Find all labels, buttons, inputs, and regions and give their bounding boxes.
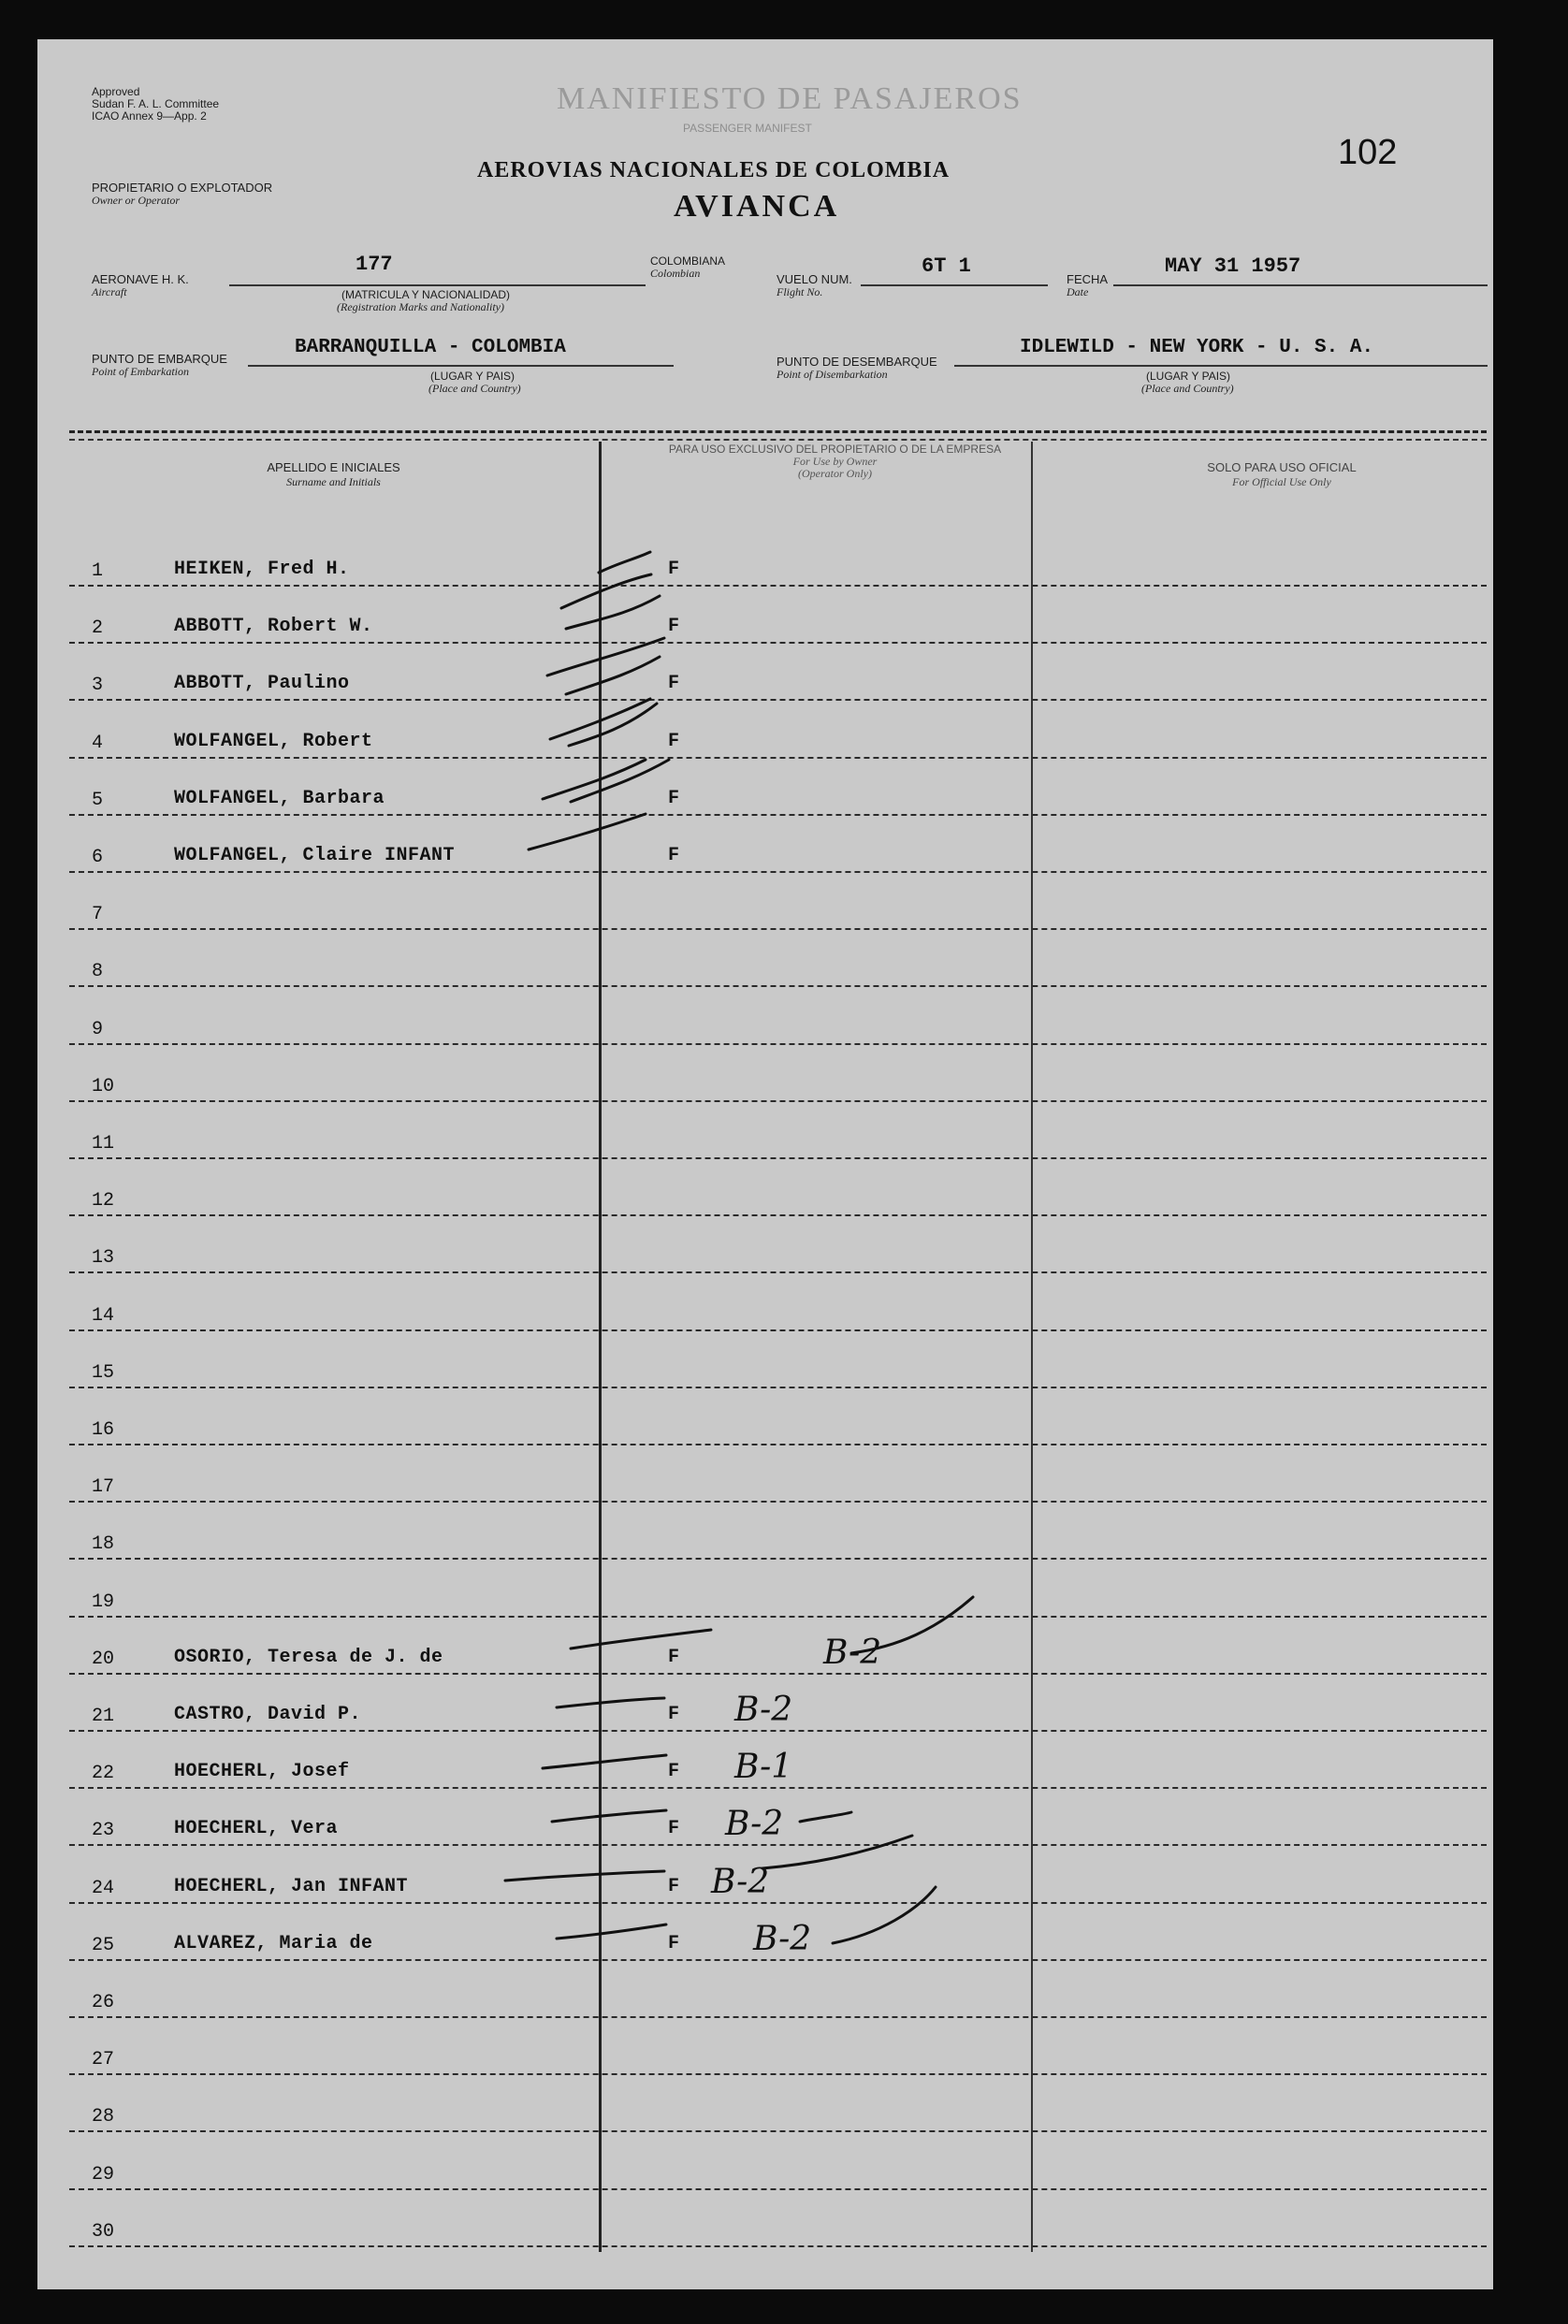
check-mark [557, 1698, 664, 1707]
owner-flag: F [668, 616, 680, 638]
check-mark [571, 1630, 711, 1649]
row-number: 6 [92, 847, 104, 868]
name-column-title: APELLIDO E INICIALES [267, 460, 400, 474]
embark-label-en: Point of Embarkation [92, 365, 189, 378]
passenger-name: CASTRO, David P. [174, 1704, 362, 1725]
row-number: 1 [92, 560, 104, 582]
manifest-page [37, 39, 1493, 2289]
row-number: 4 [92, 732, 104, 754]
row-number: 11 [92, 1133, 115, 1155]
row-number: 22 [92, 1763, 115, 1785]
official-column-title: SOLO PARA USO OFICIAL [1207, 460, 1357, 474]
nationality-label-en: Colombian [650, 267, 701, 280]
check-mark [800, 1812, 851, 1822]
row-number: 8 [92, 961, 104, 983]
passenger-name: ABBOTT, Robert W. [174, 616, 373, 638]
row-number: 5 [92, 789, 104, 811]
page-number: 102 [1338, 133, 1398, 172]
check-mark [547, 638, 664, 675]
manifest-title: MANIFIESTO DE PASAJEROS [557, 81, 1023, 116]
row-number: 12 [92, 1190, 115, 1213]
approval-line: Sudan F. A. L. Committee [92, 97, 220, 110]
row-number: 13 [92, 1247, 115, 1270]
visa-note: B-2 [753, 1919, 812, 1958]
row-number: 7 [92, 904, 104, 926]
flight-label: VUELO NUM. [777, 272, 852, 286]
owner-flag: F [668, 1875, 680, 1897]
check-mark [561, 574, 651, 608]
row-number: 3 [92, 675, 104, 697]
check-mark [571, 760, 669, 802]
owner-column-title: PARA USO EXCLUSIVO DEL PROPIETARIO O DE LA EMPRESA [668, 443, 1002, 456]
disembark-label: PUNTO DE DESEMBARQUE [777, 355, 937, 369]
passenger-name: WOLFANGEL, Claire INFANT [174, 845, 456, 866]
name-column-title-en: Surname and Initials [286, 475, 381, 488]
check-mark [543, 1755, 666, 1768]
date-label: FECHA [1067, 272, 1109, 286]
check-mark [566, 657, 660, 694]
disembark-sub-en: (Place and Country) [1141, 382, 1234, 395]
disembark-label-en: Point of Disembarkation [777, 368, 888, 381]
aircraft-value: 177 [356, 253, 393, 276]
passenger-name: HEIKEN, Fred H. [174, 559, 350, 580]
embark-sub: (LUGAR Y PAIS) [430, 370, 515, 383]
disembark-value: IDLEWILD - NEW YORK - U. S. A. [1020, 337, 1374, 358]
owner-flag: F [668, 730, 680, 752]
row-number: 25 [92, 1934, 115, 1956]
owner-column-title-en2: (Operator Only) [798, 467, 872, 480]
check-mark [529, 814, 646, 850]
aircraft-label: AERONAVE H. K. [92, 272, 189, 286]
row-number: 2 [92, 617, 104, 640]
check-marks [37, 39, 1493, 2289]
owner-flag: F [668, 1932, 680, 1954]
approval-line: Approved [92, 85, 140, 98]
passenger-name: WOLFANGEL, Robert [174, 730, 373, 752]
owner-column-title-en: For Use by Owner [792, 455, 878, 468]
row-number: 23 [92, 1820, 115, 1842]
passenger-name: WOLFANGEL, Barbara [174, 787, 385, 809]
manifest-title-en: PASSENGER MANIFEST [683, 122, 812, 135]
row-number: 21 [92, 1706, 115, 1727]
nationality-label: COLOMBIANA [650, 254, 726, 268]
owner-airline: AVIANCA [674, 189, 840, 224]
row-number: 26 [92, 1992, 115, 2013]
owner-name: AEROVIAS NACIONALES DE COLOMBIA [477, 158, 951, 182]
check-mark [552, 1810, 666, 1822]
passenger-name: HOECHERL, Josef [174, 1761, 350, 1783]
row-number: 24 [92, 1877, 115, 1899]
owner-flag: F [668, 673, 680, 695]
check-mark [851, 1597, 973, 1653]
row-number: 9 [92, 1018, 104, 1040]
visa-note: B-1 [734, 1748, 793, 1787]
owner-label-en: Owner or Operator [92, 194, 181, 207]
row-number: 30 [92, 2220, 115, 2243]
owner-flag: F [668, 787, 680, 809]
passenger-name: OSORIO, Teresa de J. de [174, 1646, 443, 1668]
owner-flag: F [668, 1704, 680, 1725]
embark-label: PUNTO DE EMBARQUE [92, 352, 227, 366]
row-number: 27 [92, 2049, 115, 2071]
passenger-name: ABBOTT, Paulino [174, 673, 350, 695]
owner-label: PROPIETARIO O EXPLOTADOR [92, 181, 273, 195]
row-number: 15 [92, 1361, 115, 1384]
passenger-name: HOECHERL, Jan INFANT [174, 1875, 409, 1897]
row-number: 14 [92, 1304, 115, 1327]
passenger-name: ALVAREZ, Maria de [174, 1932, 373, 1954]
row-number: 16 [92, 1419, 115, 1441]
owner-flag: F [668, 1761, 680, 1783]
visa-note: B-2 [725, 1805, 784, 1844]
row-number: 28 [92, 2106, 115, 2128]
date-label-en: Date [1067, 285, 1089, 298]
row-number: 10 [92, 1075, 115, 1097]
official-column-title-en: For Official Use Only [1232, 475, 1331, 488]
row-number: 17 [92, 1476, 115, 1499]
check-mark [569, 704, 657, 746]
embark-value: BARRANQUILLA - COLOMBIA [295, 337, 566, 358]
visa-note: B-2 [734, 1691, 793, 1729]
visa-note: B-2 [711, 1862, 770, 1901]
embark-sub-en: (Place and Country) [428, 382, 521, 395]
flight-value: 6T 1 [922, 254, 971, 278]
owner-flag: F [668, 1818, 680, 1840]
passenger-name: HOECHERL, Vera [174, 1818, 339, 1840]
check-mark [557, 1925, 666, 1939]
visa-note: B-2 [823, 1633, 882, 1672]
date-value: MAY 31 1957 [1165, 254, 1301, 278]
check-mark [599, 552, 650, 573]
approval-line: ICAO Annex 9—App. 2 [92, 109, 207, 123]
owner-flag: F [668, 1646, 680, 1668]
registration-label: (MATRICULA Y NACIONALIDAD) [341, 288, 511, 301]
aircraft-label-en: Aircraft [92, 285, 127, 298]
owner-flag: F [668, 559, 680, 580]
owner-flag: F [668, 845, 680, 866]
row-number: 29 [92, 2163, 115, 2186]
flight-label-en: Flight No. [777, 285, 823, 298]
check-mark [833, 1887, 936, 1943]
disembark-sub: (LUGAR Y PAIS) [1146, 370, 1231, 383]
check-mark [762, 1836, 912, 1868]
row-number: 20 [92, 1648, 115, 1670]
row-number: 19 [92, 1590, 115, 1613]
registration-label-en: (Registration Marks and Nationality) [337, 300, 504, 313]
check-mark [505, 1871, 664, 1881]
row-number: 18 [92, 1533, 115, 1556]
